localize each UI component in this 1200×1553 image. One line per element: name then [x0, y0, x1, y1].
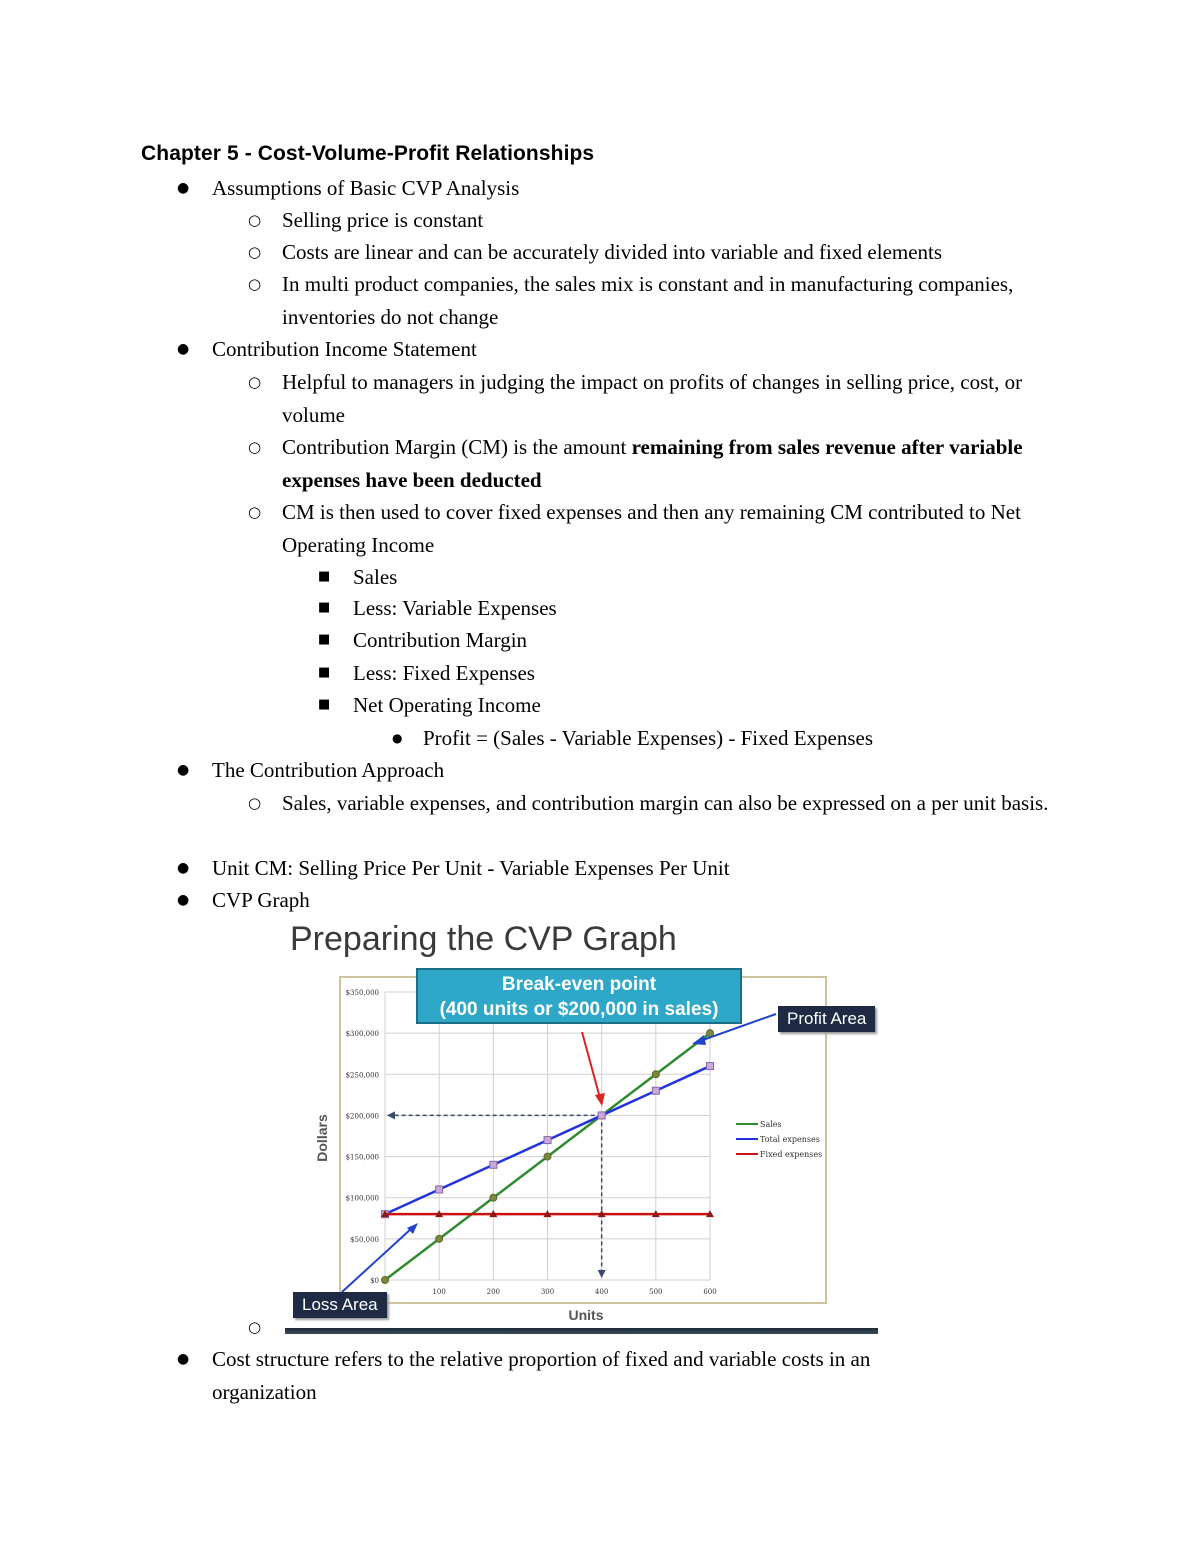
data-point — [652, 1087, 659, 1094]
list-item-text: Cost structure refers to the relative proportion of fixed and variable costs in an organization — [212, 1347, 871, 1404]
data-point — [436, 1235, 443, 1242]
list-item — [248, 236, 943, 269]
list-item — [392, 722, 874, 755]
data-point — [598, 1112, 605, 1119]
list-item — [177, 333, 477, 366]
y-tick-label: $100,000 — [345, 1194, 379, 1203]
list-item-text: Contribution Margin — [353, 628, 528, 652]
data-point — [707, 1063, 714, 1070]
y-tick-label: $50,000 — [350, 1235, 379, 1244]
legend-label: Fixed expenses — [760, 1150, 823, 1159]
list-item — [177, 852, 730, 885]
bullet-dot-icon: ● — [177, 341, 190, 357]
data-point — [652, 1071, 659, 1078]
breakeven-callout-line2: (400 units or $200,000 in sales) — [439, 999, 719, 1020]
list-item-text: Net Operating Income — [353, 693, 541, 717]
bullet-square-icon: ■ — [318, 569, 331, 584]
list-item-text: Helpful to managers in judging the impact on profits of changes in selling price, cost, or volume — [282, 370, 1023, 427]
bullet-circle-icon: ○ — [248, 373, 262, 391]
list-item-text: The Contribution Approach — [212, 758, 445, 782]
list-item-text: Profit = (Sales - Variable Expenses) - Fixed Expenses — [423, 726, 874, 750]
list-item — [248, 204, 484, 237]
breakeven-callout — [416, 968, 742, 1024]
image-bottom-rule — [285, 1328, 878, 1334]
list-item-text: Less: Fixed Expenses — [353, 661, 535, 685]
bullet-dot-icon: ● — [177, 180, 190, 196]
list-item — [318, 592, 557, 625]
data-point — [436, 1186, 443, 1193]
x-axis-label: Units — [568, 1307, 604, 1323]
bullet-circle-icon: ○ — [248, 503, 262, 521]
data-point — [544, 1153, 551, 1160]
bullet-dot-icon: ● — [177, 1351, 190, 1367]
y-axis-label: Dollars — [314, 1114, 330, 1162]
breakeven-callout-line1: Break-even point — [501, 974, 657, 995]
graph-title: Preparing the CVP Graph — [290, 920, 677, 958]
bullet-circle-icon: ○ — [248, 243, 262, 261]
x-tick-label: 600 — [703, 1288, 717, 1296]
loss-area-callout: Loss Area — [293, 1292, 387, 1318]
bullet-circle-icon: ○ — [248, 794, 262, 812]
bullet-square-icon: ■ — [318, 632, 331, 647]
bullet-dot-icon: ● — [177, 860, 190, 876]
list-item-text: Sales, variable expenses, and contribution margin can also be expressed on a per unit basis. — [282, 791, 1049, 815]
x-tick-label: 100 — [432, 1288, 446, 1296]
list-item-text: In multi product companies, the sales mix is constant and in manufacturing companies, inventories do not change — [282, 272, 1014, 329]
y-tick-label: $0 — [370, 1277, 379, 1285]
legend-label: Total expenses — [760, 1135, 820, 1144]
list-item-text: Contribution Margin (CM) is the amount — [282, 435, 632, 459]
list-item — [177, 172, 520, 205]
list-item-text: Sales — [353, 565, 398, 589]
bullet-square-icon: ■ — [318, 665, 331, 680]
bullet-dot-icon: ● — [177, 892, 190, 908]
cvp-graph-figure — [280, 920, 880, 1340]
x-tick-label: 400 — [594, 1288, 609, 1296]
list-item-bold-text: remaining from sales revenue after variable expenses have been deducted — [282, 435, 1023, 492]
y-tick-label: $150,000 — [345, 1153, 379, 1162]
bullet-circle-icon: ○ — [248, 438, 262, 456]
y-tick-label: $300,000 — [345, 1030, 379, 1039]
x-tick-label: 300 — [540, 1288, 555, 1296]
list-item — [318, 657, 535, 690]
list-item — [318, 561, 398, 594]
x-tick-label: 500 — [649, 1288, 663, 1296]
list-item — [318, 689, 541, 722]
list-item — [177, 1343, 972, 1408]
bullet-dot-icon: ● — [392, 731, 403, 745]
y-tick-label: $250,000 — [345, 1071, 379, 1080]
chapter-heading: Chapter 5 - Cost-Volume-Profit Relationships — [141, 142, 595, 165]
list-item-text: CM is then used to cover fixed expenses and then any remaining CM contributed to Net Operating Income — [282, 500, 1021, 557]
legend-label: Sales — [760, 1120, 782, 1129]
list-item-text: Unit CM: Selling Price Per Unit - Variable Expenses Per Unit — [212, 856, 730, 880]
list-item-text: CVP Graph — [212, 888, 310, 912]
bullet-dot-icon: ● — [177, 762, 190, 778]
data-point — [490, 1161, 497, 1168]
bullet-square-icon: ■ — [318, 600, 331, 615]
y-tick-label: $200,000 — [345, 1112, 379, 1121]
list-item-text: Assumptions of Basic CVP Analysis — [212, 176, 520, 200]
y-tick-label: $350,000 — [345, 989, 379, 997]
list-item-text: Costs are linear and can be accurately divided into variable and fixed elements — [282, 240, 943, 264]
bullet-circle-icon: ○ — [248, 211, 262, 229]
data-point — [544, 1137, 551, 1144]
list-item-text: Less: Variable Expenses — [353, 596, 557, 620]
list-item — [248, 268, 1022, 333]
bullet-square-icon: ■ — [318, 697, 331, 712]
list-item — [248, 787, 1052, 820]
list-item — [248, 431, 1042, 496]
profit-area-callout: Profit Area — [778, 1006, 875, 1032]
list-item — [248, 366, 1042, 431]
bullet-circle-icon: ○ — [248, 1318, 262, 1336]
bullet-circle-icon: ○ — [248, 275, 262, 293]
list-item — [248, 496, 1052, 561]
data-point — [382, 1277, 389, 1284]
list-item-text: Contribution Income Statement — [212, 337, 477, 361]
data-point — [490, 1194, 497, 1201]
list-item-text: Selling price is constant — [282, 208, 484, 232]
list-item — [177, 754, 445, 787]
list-item — [318, 624, 528, 657]
list-item — [177, 884, 310, 917]
x-tick-label: 200 — [486, 1288, 501, 1296]
